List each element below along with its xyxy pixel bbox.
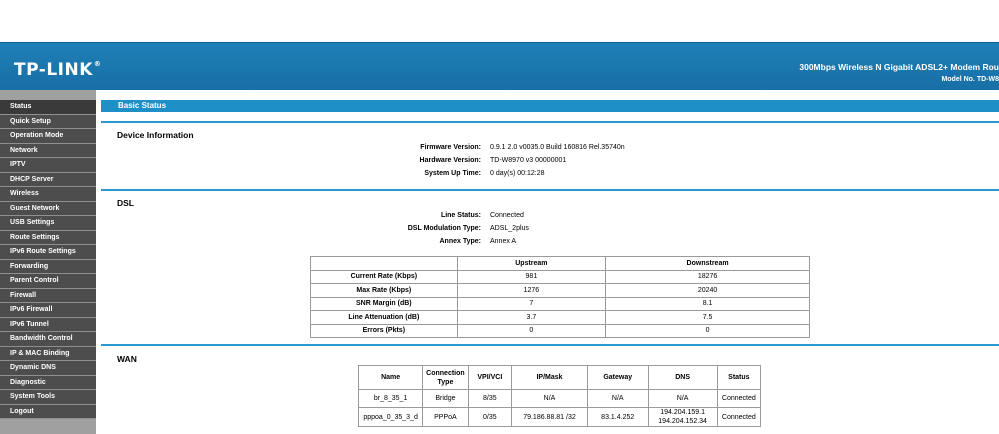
sidebar-item-ipv6-firewall[interactable]: IPv6 Firewall [0,303,96,318]
page-title: Basic Status [118,101,167,110]
modulation-type-value: ADSL_2plus [490,225,529,232]
sidebar-item-usb-settings[interactable]: USB Settings [0,216,96,231]
annex-type-row [101,236,999,248]
wan-dns [648,408,717,427]
table-header-upstream: Upstream [457,257,605,271]
sidebar-item-operation-mode[interactable]: Operation Mode [0,129,96,144]
line-status-value: Connected [490,212,524,219]
hardware-version-row [101,155,999,167]
sidebar-item-diagnostic[interactable]: Diagnostic [0,376,96,391]
wan-dns [648,390,717,408]
upstream-value: 981 [457,270,605,284]
wan-heading: WAN [117,354,137,364]
page-title-bar [101,100,999,112]
sidebar-item-network[interactable]: Network [0,144,96,159]
header-connection-type: Connection Type [423,366,468,390]
table-row [359,408,761,427]
row-label: Errors (Pkts) [311,324,458,338]
downstream-value: 0 [606,324,810,338]
wan-vpi-vci: 0/35 [468,408,511,427]
header-status: Status [717,366,760,390]
modulation-type-label: DSL Modulation Type: [407,225,481,232]
wan-status: Connected [717,390,760,408]
line-status-label: Line Status: [440,212,481,219]
header-ip-mask: IP/Mask [512,366,588,390]
product-title: 300Mbps Wireless N Gigabit ADSL2+ Modem Rou [799,62,999,72]
sidebar [0,90,96,434]
system-up-time-row [101,168,999,180]
sidebar-item-dynamic-dns[interactable]: Dynamic DNS [0,361,96,376]
sidebar-item-iptv[interactable]: IPTV [0,158,96,173]
row-label: Current Rate (Kbps) [311,270,458,284]
table-row [311,270,810,284]
wan-connection-type: PPPoA [423,408,468,427]
upstream-value: 7 [457,297,605,311]
section-divider [101,121,999,123]
wan-gateway: 83.1.4.252 [587,408,648,427]
system-up-time-value: 0 day(s) 00:12:28 [490,170,545,177]
device-information-heading: Device Information [117,130,194,140]
wan-gateway: N/A [587,390,648,408]
wan-name: pppoa_0_35_3_d [359,408,423,427]
line-status-row [101,210,999,222]
header-banner [0,42,999,90]
model-number: Model No. TD-W8 [941,76,999,83]
dsl-heading: DSL [117,198,134,208]
row-label: SNR Margin (dB) [311,297,458,311]
downstream-value: 18276 [606,270,810,284]
sidebar-item-dhcp-server[interactable]: DHCP Server [0,173,96,188]
table-header-downstream: Downstream [606,257,810,271]
header-gateway: Gateway [587,366,648,390]
section-divider [101,189,999,191]
downstream-value: 7.5 [606,311,810,325]
hardware-version-label: Hardware Version: [419,157,481,164]
sidebar-item-forwarding[interactable]: Forwarding [0,260,96,275]
wan-name: br_8_35_1 [359,390,423,408]
table-header-row [311,257,810,271]
row-label: Max Rate (Kbps) [311,284,458,298]
sidebar-item-route-settings[interactable]: Route Settings [0,231,96,246]
table-row [311,324,810,338]
firmware-version-value: 0.9.1 2.0 v0035.0 Build 160816 Rel.35740n [490,144,625,151]
table-row [311,284,810,298]
system-up-time-label: System Up Time: [424,170,481,177]
sidebar-item-logout[interactable]: Logout [0,405,96,420]
sidebar-item-quick-setup[interactable]: Quick Setup [0,115,96,130]
downstream-value: 20240 [606,284,810,298]
table-row [359,390,761,408]
table-row [311,311,810,325]
sidebar-menu [0,100,96,419]
wan-ip-mask: N/A [512,390,588,408]
sidebar-item-system-tools[interactable]: System Tools [0,390,96,405]
table-row [311,297,810,311]
wan-vpi-vci: 8/35 [468,390,511,408]
wan-table [358,365,761,427]
wan-connection-type: Bridge [423,390,468,408]
hardware-version-value: TD-W8970 v3 00000001 [490,157,567,164]
table-header-cell [311,257,458,271]
tp-link-logo: TP-LINK® [14,60,102,80]
annex-type-value: Annex A [490,238,517,245]
sidebar-item-bandwidth-control[interactable]: Bandwidth Control [0,332,96,347]
wan-ip-mask: 79.186.88.81 /32 [512,408,588,427]
main-content [101,90,999,434]
wan-dns-primary: 194.204.159.1 [660,409,705,416]
row-label: Line Attenuation (dB) [311,311,458,325]
table-header-row [359,366,761,390]
dsl-stats-table [310,256,810,338]
wan-status: Connected [717,408,760,427]
sidebar-item-status[interactable]: Status [0,100,96,115]
sidebar-item-parent-control[interactable]: Parent Control [0,274,96,289]
wan-dns-primary: N/A [676,395,689,402]
annex-type-label: Annex Type: [439,238,481,245]
sidebar-item-ipv6-route-settings[interactable]: IPv6 Route Settings [0,245,96,260]
upstream-value: 0 [457,324,605,338]
header-vpi-vci: VPI/VCI [468,366,511,390]
firmware-version-label: Firmware Version: [420,144,481,151]
sidebar-item-ipv6-tunnel[interactable]: IPv6 Tunnel [0,318,96,333]
downstream-value: 8.1 [606,297,810,311]
sidebar-item-wireless[interactable]: Wireless [0,187,96,202]
header-name: Name [359,366,423,390]
sidebar-item-guest-network[interactable]: Guest Network [0,202,96,217]
upstream-value: 3.7 [457,311,605,325]
firmware-version-row [101,142,999,154]
upstream-value: 1276 [457,284,605,298]
section-divider [101,344,999,346]
modulation-type-row [101,223,999,235]
header-dns: DNS [648,366,717,390]
wan-dns-secondary: 194.204.152.34 [658,418,707,425]
sidebar-item-firewall[interactable]: Firewall [0,289,96,304]
sidebar-item-ip-mac-binding[interactable]: IP & MAC Binding [0,347,96,362]
